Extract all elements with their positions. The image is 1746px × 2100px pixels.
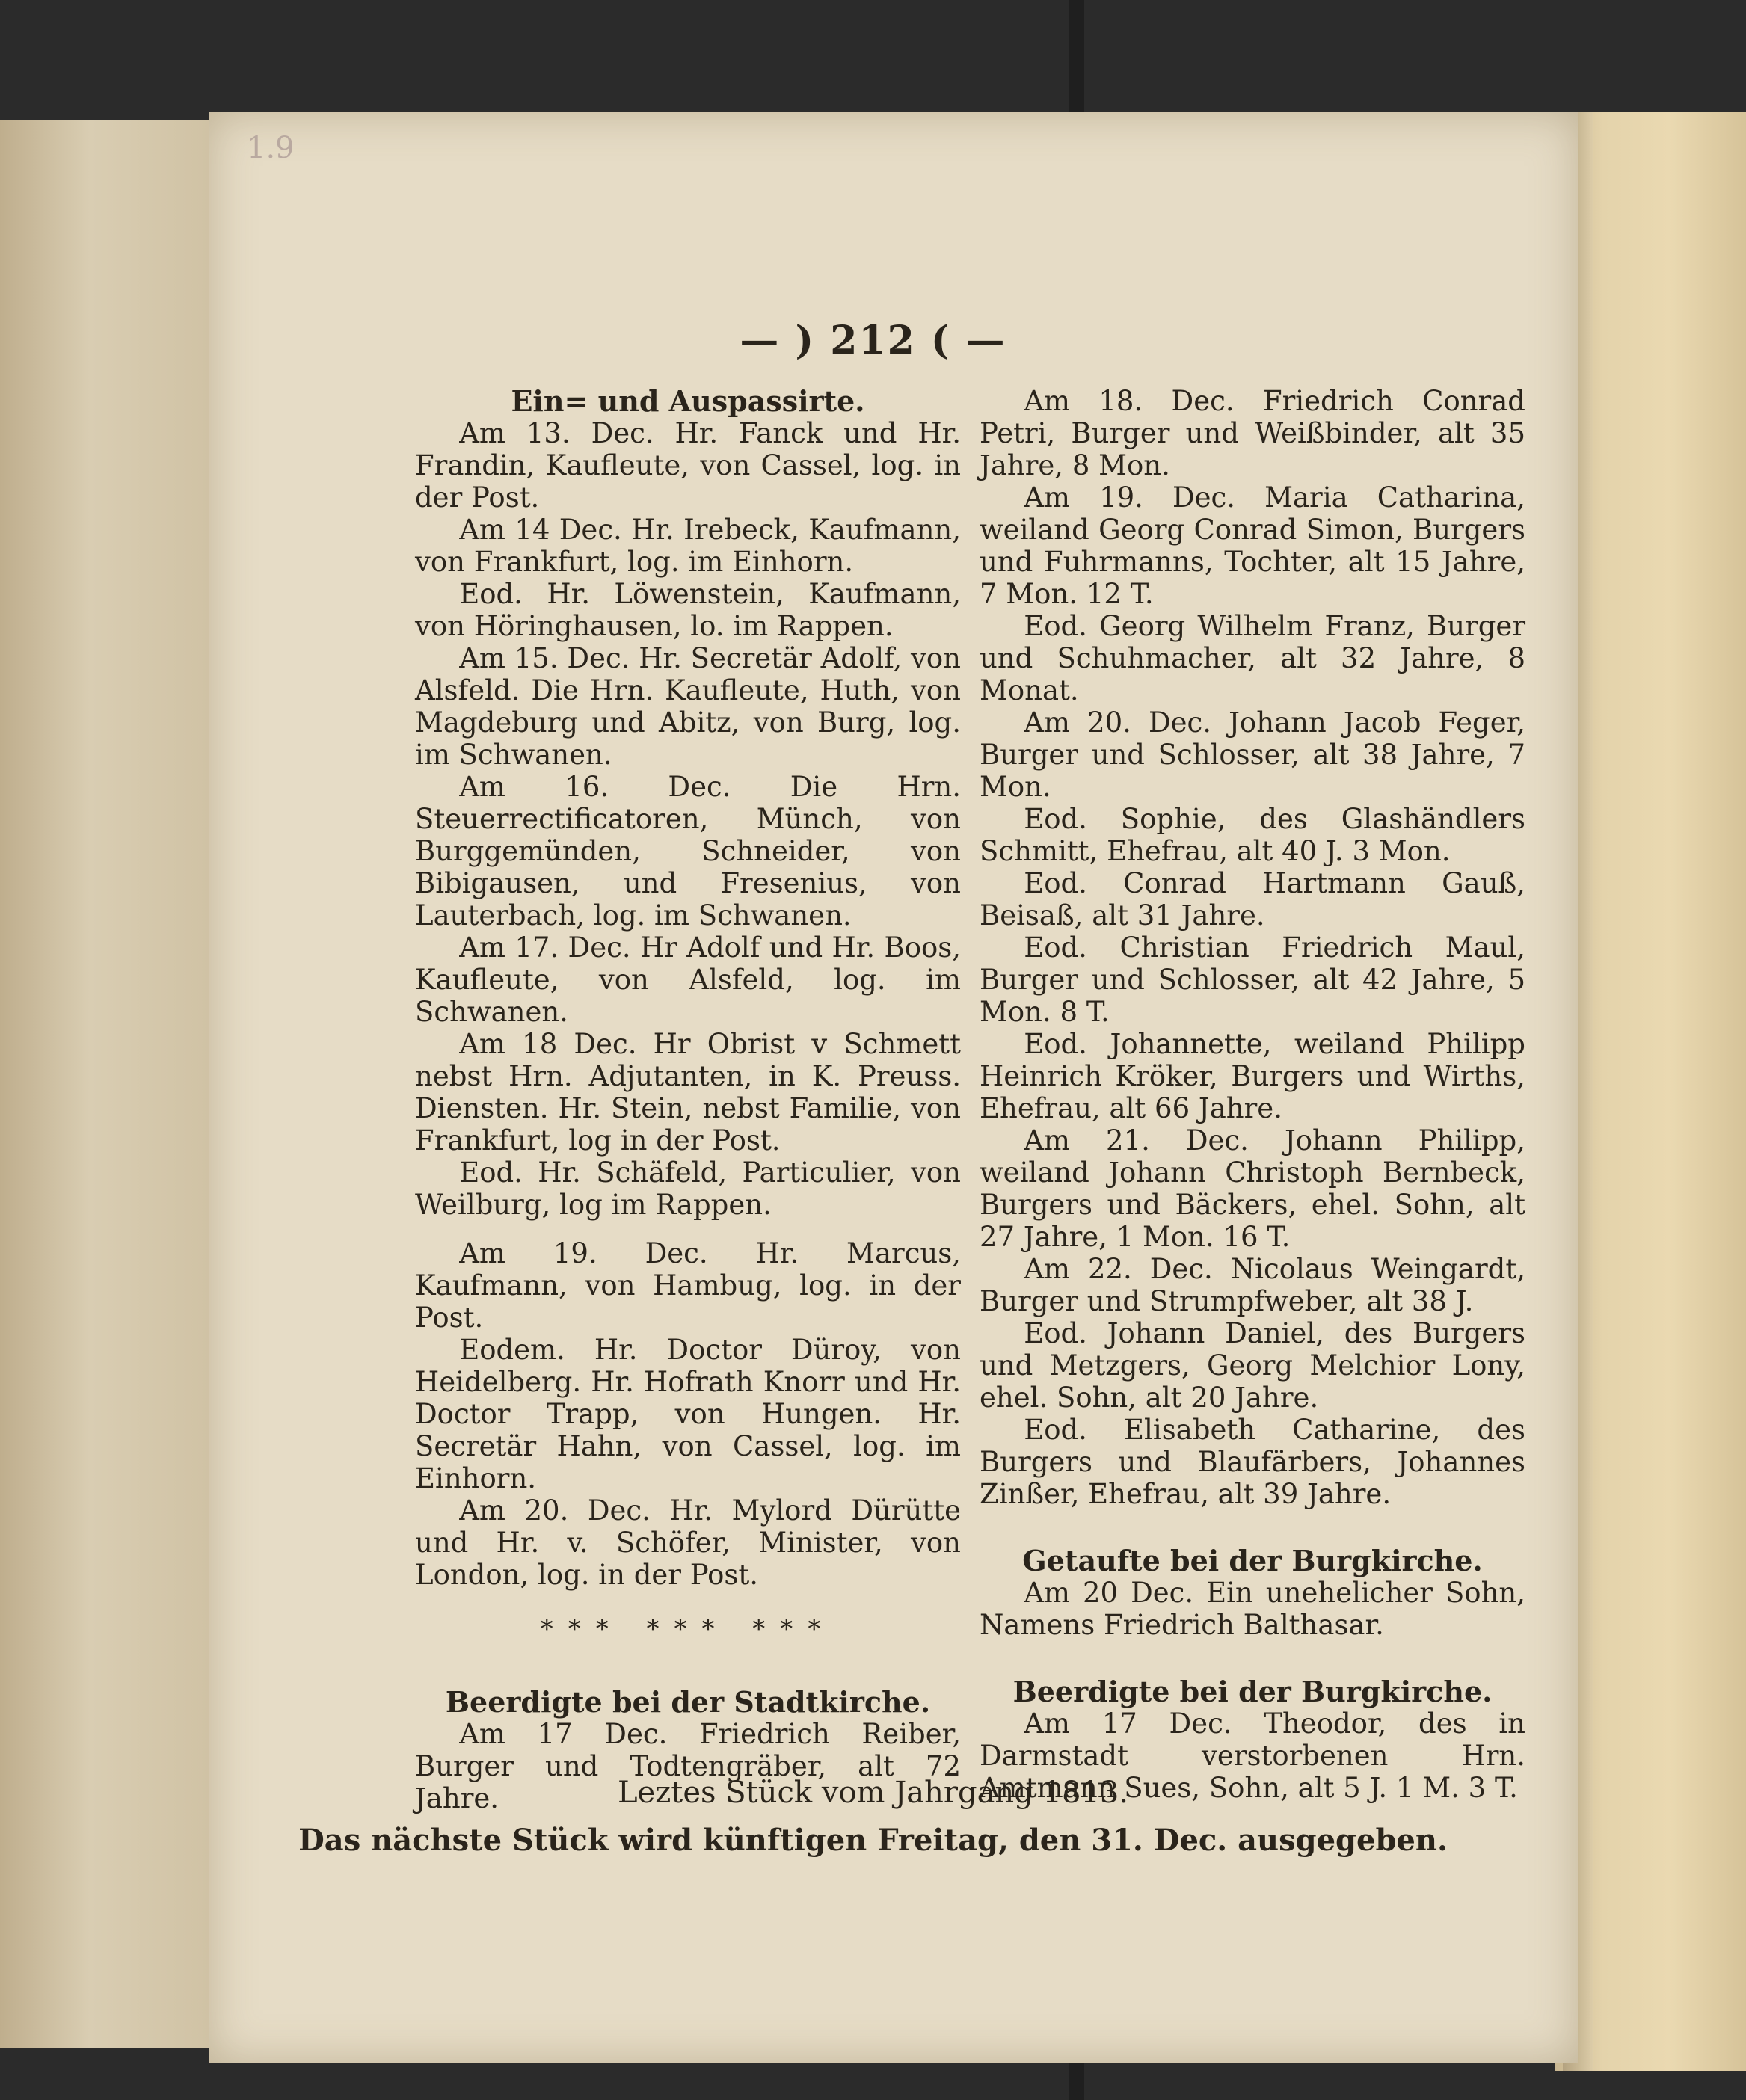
right-column [980,385,1525,1804]
entry: Am 19. Dec. Hr. Marcus, Kaufmann, von Hambug, log. in der Post. [415,1237,961,1334]
pencil-mark: 1.9 [247,131,295,165]
entry: Am 16. Dec. Die Hrn. Steuerrectificatoren, Münch, von Burggemünden, Schneider, von Bibigausen, und Fresenius, von Lauterbach, log. im Schwanen. [415,771,961,932]
entry: Am 15. Dec. Hr. Secretär Adolf, von Alsfeld. Die Hrn. Kaufleute, Huth, von Magdeburg und Abitz, von Burg, log. im Schwanen. [415,642,961,771]
entry: Eodem. Hr. Doctor Düroy, von Heidelberg. Hr. Hofrath Knorr und Hr. Doctor Trapp, von Hungen. Hr. Secretär Hahn, von Cassel, log. im Einhorn. [415,1334,961,1494]
page-number-header: — ) 212 ( — [740,318,1006,363]
entry: Eod. Christian Friedrich Maul, Burger und Schlosser, alt 42 Jahre, 5 Mon. 8 T. [980,932,1525,1028]
section-heading-baptisms-burgkirche: Getaufte bei der Burgkirche. [1022,1544,1483,1577]
entry: Am 19. Dec. Maria Catharina, weiland Georg Conrad Simon, Burgers und Fuhrmanns, Tochter, alt 15 Jahre, 7 Mon. 12 T. [980,481,1525,610]
entry: Am 17 Dec. Theodor, des in Darmstadt verstorbenen Hrn. Amtmann Sues, Sohn, alt 5 J. 1 M. 3 T. [980,1708,1525,1804]
entry: Am 20. Dec. Johann Jacob Feger, Burger und Schlosser, alt 38 Jahre, 7 Mon. [980,706,1525,803]
entry: Am 20. Dec. Hr. Mylord Dürütte und Hr. v. Schöfer, Minister, von London, log. in der Post. [415,1494,961,1591]
entry: Eod. Hr. Schäfeld, Particulier, von Weilburg, log im Rappen. [415,1157,961,1221]
entry: Am 17 Dec. Friedrich Reiber, Burger und Todtengräber, alt 72 Jahre. [415,1718,961,1814]
entry: Am 18. Dec. Friedrich Conrad Petri, Burger und Weißbinder, alt 35 Jahre, 8 Mon. [980,385,1525,481]
entry: Eod. Conrad Hartmann Gauß, Beisaß, alt 31 Jahre. [980,867,1525,932]
section-heading-burials-burgkirche: Beerdigte bei der Burgkirche. [1012,1675,1493,1708]
previous-page-edge [0,120,224,2048]
entry: Eod. Johann Daniel, des Burgers und Metzgers, Georg Melchior Lony, ehel. Sohn, alt 20 Jahre. [980,1317,1525,1414]
entry: Am 22. Dec. Nicolaus Weingardt, Burger und Strumpfweber, alt 38 J. [980,1253,1525,1317]
entry: Am 20 Dec. Ein unehelicher Sohn, Namens Friedrich Balthasar. [980,1577,1525,1641]
entry: Am 14 Dec. Hr. Irebeck, Kaufmann, von Frankfurt, log. im Einhorn. [415,514,961,578]
entry: Eod. Elisabeth Catharine, des Burgers und Blaufärbers, Johannes Zinßer, Ehefrau, alt 39 Jahre. [980,1414,1525,1510]
entry: Am 13. Dec. Hr. Fanck und Hr. Frandin, Kaufleute, von Cassel, log. in der Post. [415,417,961,514]
entry: Eod. Hr. Löwenstein, Kaufmann, von Höringhausen, lo. im Rappen. [415,578,961,642]
entry: Am 18 Dec. Hr Obrist v Schmett nebst Hrn. Adjutanten, in K. Preuss. Diensten. Hr. Stein, nebst Familie, von Frankfurt, log in der Post. [415,1028,961,1157]
entry: Am 21. Dec. Johann Philipp, weiland Johann Christoph Bernbeck, Burgers und Bäckers, ehel. Sohn, alt 27 Jahre, 1 Mon. 16 T. [980,1124,1525,1253]
footer-next-issue: Das nächste Stück wird künftigen Freitag, den 31. Dec. ausgegeben. [298,1823,1448,1858]
entry: Eod. Sophie, des Glashändlers Schmitt, Ehefrau, alt 40 J. 3 Mon. [980,803,1525,867]
left-column [415,385,961,1814]
section-heading-arrivals: Ein= und Auspassirte. [511,384,865,418]
entry: Eod. Johannette, weiland Philipp Heinrich Kröker, Burgers und Wirths, Ehefrau, alt 66 Jahre. [980,1028,1525,1124]
section-heading-burials-stadtkirche: Beerdigte bei der Stadtkirche. [445,1685,931,1719]
ornament-stars: *** *** *** [540,1614,836,1644]
footer-last-issue: Leztes Stück vom Jahrgang 1813. [617,1776,1129,1810]
entry: Am 17. Dec. Hr Adolf und Hr. Boos, Kaufleute, von Alsfeld, log. im Schwanen. [415,932,961,1028]
entry: Eod. Georg Wilhelm Franz, Burger und Schuhmacher, alt 32 Jahre, 8 Monat. [980,610,1525,706]
